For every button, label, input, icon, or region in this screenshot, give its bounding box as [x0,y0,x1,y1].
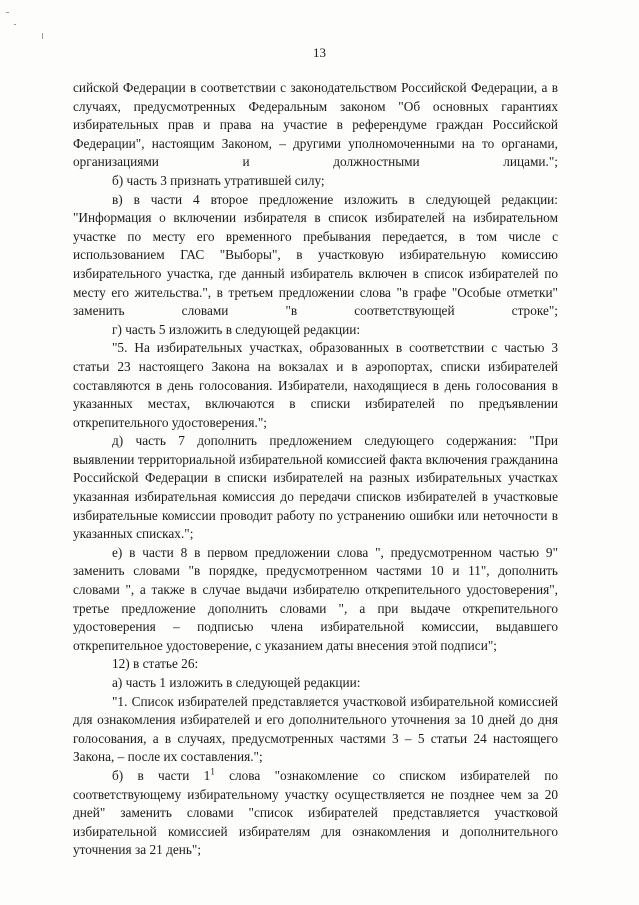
page-number: 13 [313,45,326,60]
paragraph [73,767,558,860]
paragraph: е) в части 8 в первом предложении слова ", предусмотренном частью 9" заменить словами "в порядке, предусмотренном частями 10 и 11", дополнить словами ", а также в случае выдачи избирателю открепительного удостоверения", третье предложение дополнить словами ", а при выдаче открепительного удостоверения – подписью члена избирательной комиссии, выдавшего открепительное удостоверение, с указанием даты внесения этой подписи"; [73,544,558,653]
paragraph-text: б) в части 1 [112,767,211,783]
paragraph-text: слова "ознакомление со списком избирателей по соответствующему избирательному участку осуществляется не позднее чем за 20 дней" заменить словами "список избирателей представляется участковой избирательной комиссией избирателям для ознакомления и дополнительного уточнения за 21 день"; [73,767,559,858]
paragraph: "1. Список избирателей представляется участковой избирательной комиссией для ознакомления избирателей и его дополнительного уточнения за 10 дней до дня голосования, а в случаях, предусмотренных частями 3 – 5 статьи 24 настоящего Закона, – после их составления."; [73,693,558,765]
paragraph: сийской Федерации в соответствии с законодательством Российской Федерации, а в случаях, предусмотренных Федеральным законом "Об основных гарантиях избирательных прав и права на участие в референдуме граждан Российской Федерации", настоящим Законом, – другими уполномоченными на то органами, организациями и должностными лицами."; [73,80,558,170]
paragraph: б) часть 3 признать утратившей силу; [112,172,325,188]
paragraph: "5. На избирательных участках, образованных в соответствии с частью 3 статьи 23 настоящего Закона на вокзалах и в аэропортах, списки избирателей составляются в день голосования. Избиратели, находящиеся в день голосования в указанных местах, включаются в списки избирателей по предъявлении открепительного удостоверения."; [73,340,558,430]
scan-mark [6,12,9,13]
scan-mark [14,24,16,25]
paragraph: а) часть 1 изложить в следующей редакции: [112,675,361,690]
superscript: 1 [210,766,215,777]
paragraph: г) часть 5 изложить в следующей редакции: [112,321,361,337]
scan-mark [42,33,43,39]
document-body [73,79,558,860]
paragraph: д) часть 7 дополнить предложением следующего содержания: "При выявлении территориальной избирательной комиссией факта включения гражданина Российской Федерации в списки избирателей на разных избирательных участках указанная избирательная комиссия до передачи списков избирателей в участковые избирательные комиссии проводит работу по устранению ошибки или неточности в указанных списках."; [73,433,558,542]
paragraph: 12) в статье 26: [112,656,199,672]
paragraph: в) в части 4 второе предложение изложить в следующей редакции: "Информация о включении избирателя в список избирателей на избирательном участке по месту его временного пребывания передается, в том числе с использованием ГАС "Выборы", в участковую избирательную комиссию избирательного участка, где данный избиратель включен в список избирателей по месту его жительства.", в третьем предложении слова "в графе "Особые отметки" заменить словами "в соответствующей строке"; [73,191,558,319]
